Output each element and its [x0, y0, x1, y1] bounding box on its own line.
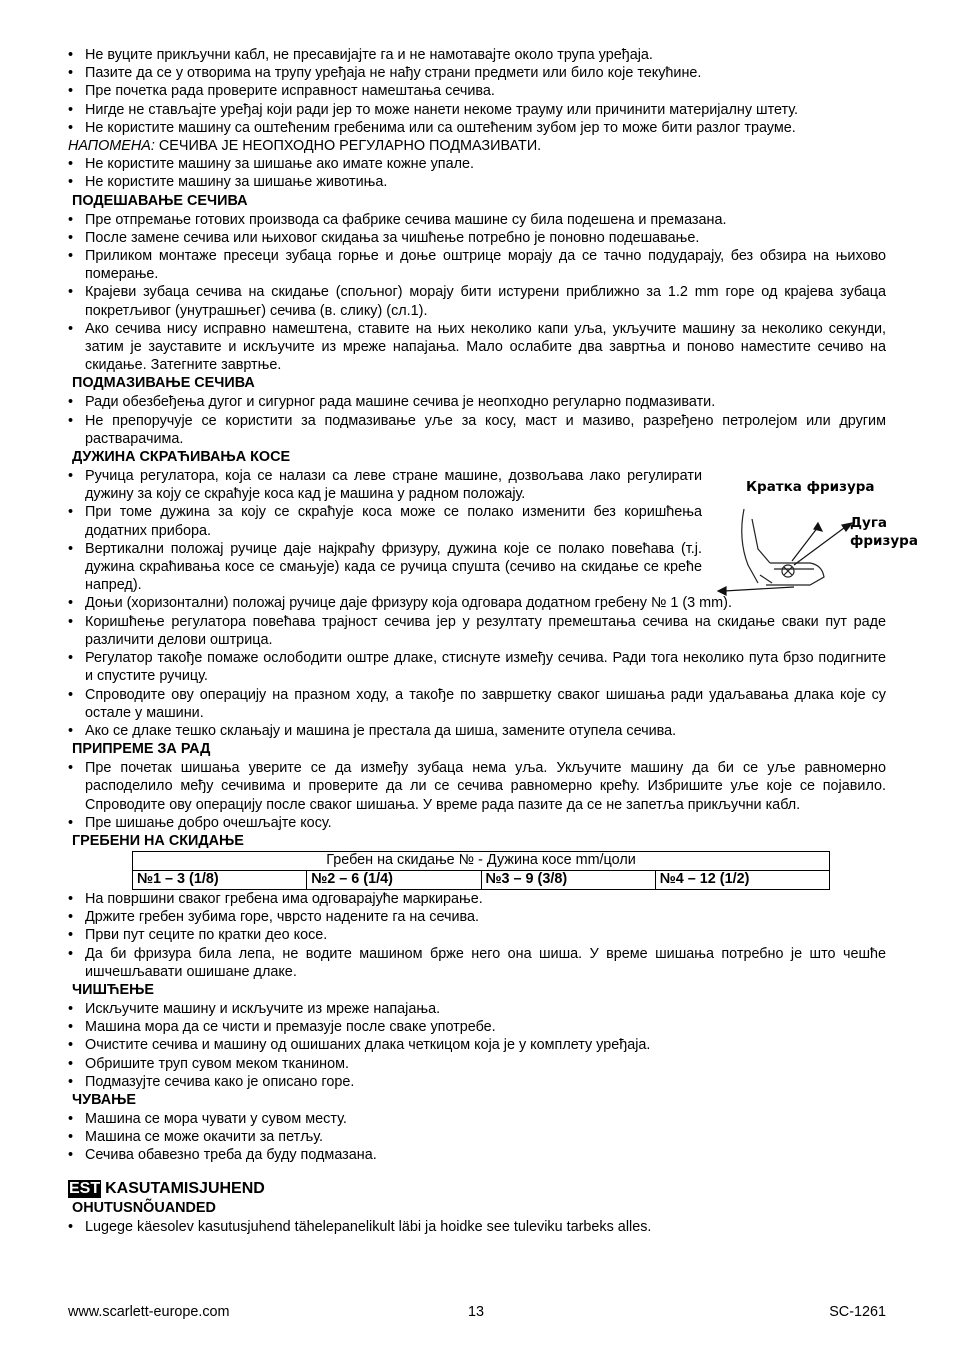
length-block: [68, 467, 918, 594]
table-row: [133, 870, 830, 889]
footer-page-number: 13: [468, 1304, 485, 1320]
storage-list: [68, 1110, 886, 1165]
list-item: • На површини сваког гребена има одговарајуће маркирање.: [68, 890, 886, 908]
list-item: • Ручица регулатора, која се налази са леве стране машине, дозвољава лако регулирати дужину за коју се скраћује коса кад је машина у радном положају.: [68, 467, 702, 503]
list-item: • Lugege käesolev kasutusjuhend tähelepanelikult läbi ja hoidke see tuleviku tarbeks alles.: [68, 1218, 886, 1236]
list-item: • Подмазујте сечива како је описано горе.: [68, 1073, 886, 1091]
blade-note: [68, 137, 886, 155]
list-item: • Коришћење регулатора повећава трајност сечива јер у резултату премештања сечива на скидање сваки пут раде различити делови оштрица.: [68, 613, 886, 649]
table-cell: №1 – 3 (1/8): [133, 870, 307, 889]
list-item: • Спроводите ову операцију на празном ходу, а такође по завршетку сваког шишања ради удаљавања длака које су остале у машини.: [68, 686, 886, 722]
section-heading-safety: OHUTUSNÕUANDED: [72, 1199, 216, 1216]
list-item: • Не вуците прикључни кабл, не пресавијајте га и не намотавајте около трупа уређаја.: [68, 46, 886, 64]
list-item: • Крајеви зубаца сечива на скидање (спољног) морају бити истурени приближно за 1.2 mm горе од крајева зубаца покретљивог (унутрашњег) сечива (в. слику) (сл.1).: [68, 283, 886, 319]
est-list: [68, 1218, 886, 1236]
list-item: • Не користите машину за шишање ако имате кожне упале.: [68, 155, 886, 173]
page-content: [68, 46, 918, 1236]
note-text: СЕЧИВА ЈЕ НЕОПХОДНО РЕГУЛАРНО ПОДМАЗИВАТИ.: [154, 138, 542, 155]
list-item: • Не препоручује се користити за подмазивање уље за косу, маст и мазиво, разређено петролејом или другим растварачима.: [68, 412, 886, 448]
clipper-body-outline: [742, 509, 824, 585]
section-heading-adjust: ПОДЕШАВАЊЕ СЕЧИВА: [72, 192, 248, 209]
note-label: НАПОМЕНА:: [68, 138, 155, 155]
adjust-list: [68, 211, 886, 375]
list-item: • Ако сечива нису исправно намештена, ставите на њих неколико капи уља, укључите машину за неколико секунди, затим је зауставите и искључите из мреже напајања. Мало ослабите два завртња и поново наместите сечиво на скидање. Затегните завртње.: [68, 320, 886, 375]
list-item: • Машина мора да се чисти и премазује после сваке употребе.: [68, 1018, 886, 1036]
footer-website: www.scarlett-europe.com: [68, 1304, 230, 1320]
combs-table: [132, 851, 830, 890]
list-item: • Пазите да се у отворима на трупу уређаја не нађу страни предмети или било које текућине.: [68, 64, 886, 82]
list-item: • После замене сечива или њиховог скидања за чишћење потребно је поновно подешавање.: [68, 229, 886, 247]
length-lever-figure: [714, 479, 918, 605]
length-side-list: [68, 467, 702, 594]
list-item: • Машина се мора чувати у сувом месту.: [68, 1110, 886, 1128]
list-item: • Пре шишање добро очешљајте косу.: [68, 814, 886, 832]
language-badge: EST: [69, 1179, 101, 1197]
table-cell: №2 – 6 (1/4): [307, 870, 481, 889]
list-item: • Пре почетак шишања уверите се да између зубаца нема уља. Укључите машину да би се уље равномерно расподелило међу сечивима и проверите да ли се сечива равномерно крећу. Избришите уље које се појавило. Спроводите ову операцију после сваког шишања. У време рада пазите да се не запетља прикључни кабл.: [68, 759, 886, 814]
long-cut-label-line2: фризура: [850, 533, 918, 550]
combs-list: [68, 890, 886, 981]
list-item: • Регулатор такође помаже ослободити оштре длаке, стиснуте између сечива. Ради тога неколико пута брзо подигните и спустите ручицу.: [68, 649, 886, 685]
table-header-cell: Гребен на скидање № - Дужина косе mm/цоли: [133, 851, 830, 870]
section-heading-cleaning: ЧИШЋЕЊЕ: [72, 981, 154, 998]
long-cut-label-line1: Дуга: [850, 515, 887, 532]
list-item: • Нигде не стављајте уређај који ради јер то може нанети некоме трауму или причинити материјалну штету.: [68, 101, 886, 119]
short-cut-label: Кратка фризура: [746, 479, 875, 496]
list-item: • Не користите машину са оштећеним гребенима или са оштећеним зубом јер то може бити разлог трауме.: [68, 119, 886, 137]
est-title-text: KASUTAMISJUHEND: [105, 1179, 265, 1197]
table-cell: №3 – 9 (3/8): [481, 870, 655, 889]
list-item: • Држите гребен зубима горе, чврсто надените га на сечива.: [68, 908, 886, 926]
clipper-drawing: [714, 479, 904, 605]
list-item: • Вертикални положај ручице даје најкраћу фризуру, дужина које се полако повећава (т.ј. дужина скраћивања косе се смањује) када се ручица спушта (сечиво на скидање се креће напред).: [68, 540, 702, 595]
list-item: • Ако се длаке тешко склањају и машина је престала да шиша, замените отупела сечива.: [68, 722, 886, 740]
list-item: • Да би фризура била лепа, не водите машином брже него она шиша. У време шишања потребно је што чешће ишчешљавати ошишане длаке.: [68, 945, 886, 981]
list-item: • Очистите сечива и машину од ошишаних длака четкицом која је у комплету уређаја.: [68, 1036, 886, 1054]
length-list: [68, 594, 886, 740]
section-heading-lubricate: ПОДМАЗИВАЊЕ СЕЧИВА: [72, 375, 255, 392]
list-item: • Први пут сеците по кратки део косе.: [68, 926, 886, 944]
prepare-list: [68, 759, 886, 832]
table-header-row: [133, 851, 830, 870]
section-heading-length: ДУЖИНА СКРАЋИВАЊА КОСЕ: [72, 449, 291, 466]
section-heading-storage: ЧУВАЊЕ: [72, 1091, 137, 1108]
section-gap: [68, 1165, 886, 1179]
list-item: • Обришите труп сувом меком тканином.: [68, 1055, 886, 1073]
list-item: • Приликом монтаже пресеци зубаца горње и доње оштрице морају да се тачно подударају, без обзира на њихово померање.: [68, 247, 886, 283]
list-item: • Пре почетка рада проверите исправност намештања сечива.: [68, 82, 886, 100]
list-item: • Не користите машину за шишање животиња.: [68, 173, 886, 191]
table-cell: №4 – 12 (1/2): [655, 870, 829, 889]
cleaning-list: [68, 1000, 886, 1091]
list-item: • Искључите машину и искључите из мреже напајања.: [68, 1000, 886, 1018]
list-item: • Ради обезбеђења дугог и сигурног рада машине сечива је неопходно регуларно подмазивати.: [68, 393, 886, 411]
lubricate-list: [68, 393, 886, 448]
list-item: • Пре отпремање готових производа са фабрике сечива машине су била подешена и премазана.: [68, 211, 886, 229]
after-note-list: [68, 155, 886, 191]
arrow-right-icon: [842, 523, 852, 531]
list-item: • Сечива обавезно треба да буду подмазана.: [68, 1146, 886, 1164]
lever-arrows: [718, 523, 852, 595]
section-heading-prepare: ПРИПРЕМЕ ЗА РАД: [72, 741, 211, 758]
list-item: • Доњи (хоризонтални) положај ручице даје фризуру која одговара додатном гребену № 1 (3 mm).: [68, 594, 886, 612]
list-item: • Машина се може окачити за петљу.: [68, 1128, 886, 1146]
est-section-title: [68, 1179, 886, 1199]
section-heading-combs: ГРЕБЕНИ НА СКИДАЊЕ: [72, 832, 244, 849]
intro-list: [68, 46, 886, 137]
arrow-up-icon: [814, 523, 822, 531]
footer-model: SC-1261: [829, 1304, 886, 1320]
list-item: • При томе дужина за коју се скраћује коса може се полако изменити без коришћења додатних прибора.: [68, 503, 702, 539]
